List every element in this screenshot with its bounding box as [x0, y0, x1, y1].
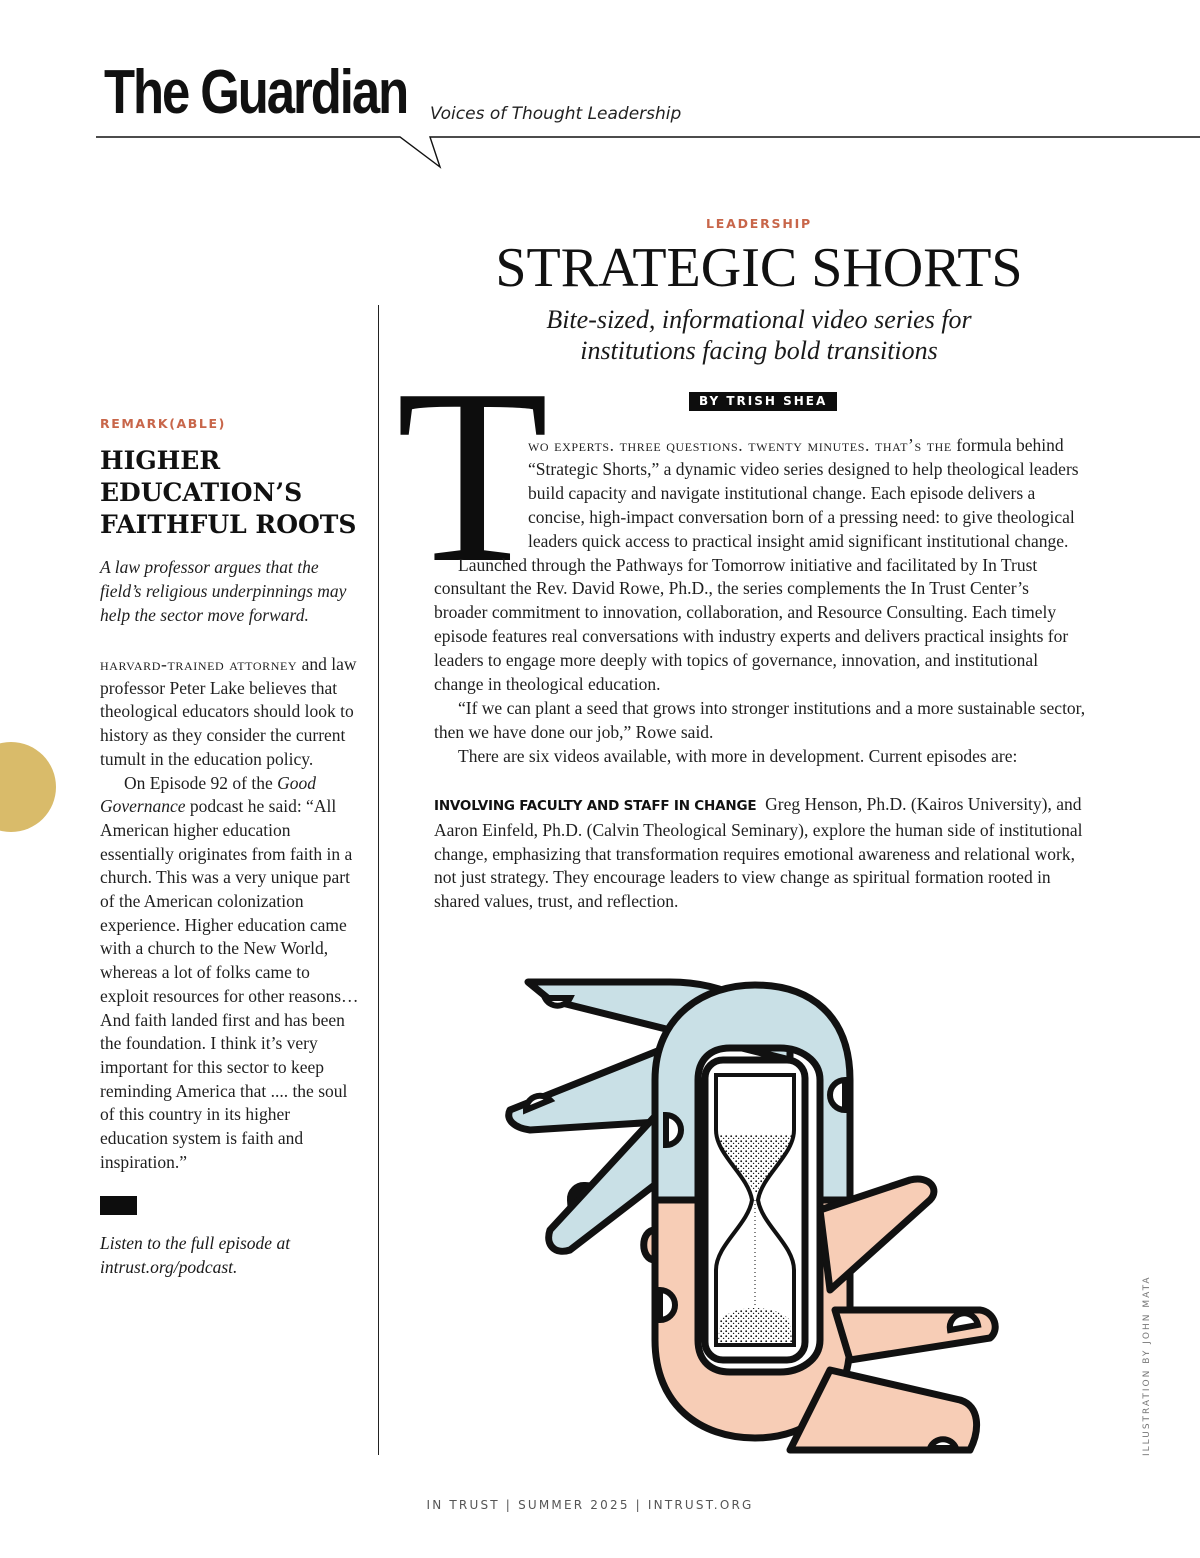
masthead-title: The Guardian — [104, 58, 408, 127]
masthead-rule — [0, 0, 1200, 170]
sidebar-body-p2-start: On Episode 92 of the — [124, 772, 278, 793]
sidebar-deck: A law professor argues that the field’s religious underpinnings may help the sector move forward. — [100, 557, 347, 625]
sidebar-headline: HIGHER EDUCATION’S FAITHFUL ROOTS — [100, 446, 357, 539]
sidebar-body-lead: harvard-trained attorney — [100, 654, 298, 674]
sidebar-kicker: REMARK(ABLE) — [100, 416, 226, 431]
article-body — [434, 434, 1086, 914]
article-paragraph-1: formula behind “Strategic Shorts,” a dynamic video series designed to help theological leaders build capacity and navigate institutional change. Each episode delivers a concise, high-impact conversation born of a pressing need: to give theological leaders quick access to practical insight amid significant institutional change. — [528, 435, 1079, 551]
sidebar — [100, 416, 362, 1279]
hands-hourglass-illustration — [490, 960, 1020, 1460]
article-lead-in: wo experts. three questions. twenty minutes. that’s the — [528, 435, 952, 455]
article-headline: STRATEGIC SHORTS — [495, 237, 1023, 299]
article-kicker: LEADERSHIP — [706, 216, 812, 231]
article-deck — [0, 304, 1200, 366]
article-paragraph-4: There are six videos available, with more in development. Current episodes are: — [458, 745, 1018, 766]
article-paragraph-3: “If we can plant a seed that grows into stronger institutions and a more sustainable sector, then we have done our job,” Rowe said. — [434, 697, 1086, 742]
page-footer: IN TRUST | SUMMER 2025 | INTRUST.ORG — [426, 1498, 754, 1512]
gold-dot-decoration — [0, 742, 56, 832]
article-byline: BY TRISH SHEA — [689, 392, 837, 411]
sidebar-body-p2-end: podcast he said: “All American higher education essentially originates from faith in a church. This was a very unique part of the American colonization experience. Higher education came with a church to the New World, whereas a lot of folks came to exploit resources for other reasons… And faith landed first and has been the foundation. I think it’s very important for this sector to keep reminding America that .... the soul of this country in its higher education system is faith and inspiration.” — [100, 796, 359, 1172]
episode-label: INVOLVING FACULTY AND STAFF IN CHANGE — [434, 797, 757, 814]
drop-cap: T — [396, 338, 549, 615]
sidebar-podcast-name: Good Governance — [100, 772, 316, 817]
sidebar-body-p1: and law professor Peter Lake believes that theological educators should look to history as they consider the current tumult in the education policy. — [100, 654, 357, 769]
column-divider — [378, 305, 379, 1455]
masthead-tagline: Voices of Thought Leadership — [430, 104, 682, 124]
sidebar-divider-block — [100, 1196, 137, 1215]
article-deck-line1: Bite-sized, informational video series for — [546, 305, 972, 334]
article-deck-line2: institutions facing bold transitions — [580, 336, 938, 365]
sidebar-podcast-link[interactable]: Listen to the full episode at intrust.org/podcast. — [100, 1233, 291, 1278]
illustration-credit: ILLUSTRATION BY JOHN MATA — [1142, 1275, 1152, 1456]
article-paragraph-2: Launched through the Pathways for Tomorrow initiative and facilitated by In Trust consultant the Rev. David Rowe, Ph.D., the series complements the In Trust Center’s broader commitment to innovation, collaboration, and Resource Consulting. Each timely episode features real conversations with industry experts and delivers practical insights for leaders to engage more deeply with topics of governance, innovation, and institutional change in theological education. — [434, 554, 1069, 695]
sidebar-body — [100, 653, 362, 1174]
episode-description: Greg Henson, Ph.D. (Kairos University), and Aaron Einfeld, Ph.D. (Calvin Theological Seminary), explore the human side of institutional change, emphasizing that transformation requires emotional awareness and relational work, not just strategy. They encourage leaders to view change as spiritual formation rooted in shared values, trust, and reflection. — [434, 793, 1083, 912]
